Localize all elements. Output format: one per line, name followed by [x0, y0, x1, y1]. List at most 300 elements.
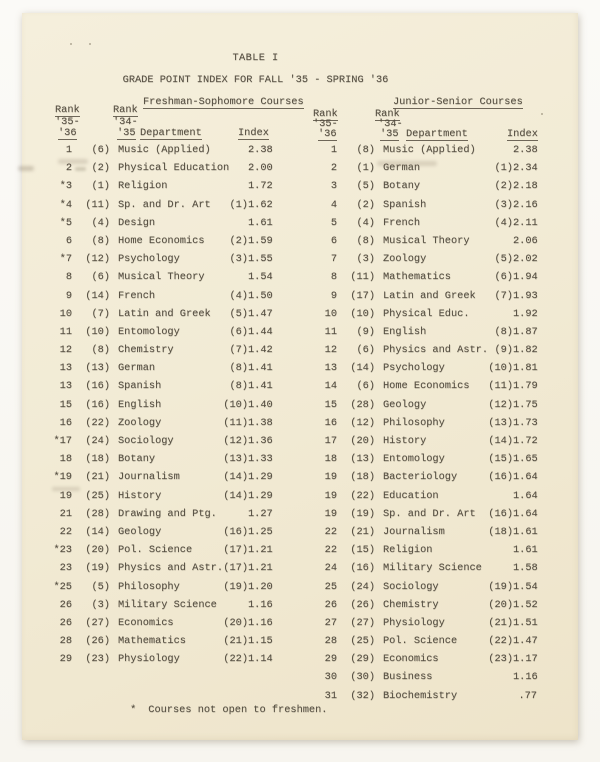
cell-dept-rank: (3): [229, 253, 248, 266]
cell-prev-rank: (27): [85, 616, 110, 629]
cell-rank: 7: [330, 253, 337, 266]
cell-index: 1.64: [513, 507, 538, 520]
rank-3435-header-year2: '35: [117, 127, 136, 139]
cell-prev-rank: (8): [91, 344, 110, 357]
table-row: [36, 177, 274, 195]
cell-rank: 17: [324, 435, 337, 447]
cell-rank: 6: [65, 234, 72, 247]
cell-dept-rank: [487, 232, 513, 250]
table-row: [301, 578, 539, 596]
cell-department: Military Science: [118, 598, 217, 611]
scan-smudge: [52, 487, 80, 491]
cell-department: Physics and Astr.: [383, 344, 489, 357]
cell-rank: 26: [324, 598, 337, 611]
rank-3435-header-year: '34-: [113, 116, 138, 128]
cell-prev-rank: (8): [91, 234, 110, 247]
cell-rank: 22: [324, 544, 337, 557]
table-row: [36, 414, 274, 432]
cell-rank: 30: [324, 671, 337, 684]
cell-index: 1.20: [248, 580, 273, 593]
table-row: [36, 578, 274, 596]
table-row: [301, 214, 539, 232]
rank-3536-header-year: '35-: [313, 118, 338, 130]
cell-prev-rank: (14): [85, 525, 110, 538]
cell-dept-rank: (23): [488, 653, 513, 666]
table-row: [301, 487, 539, 505]
cell-prev-rank: (3): [91, 598, 110, 611]
table-row: [36, 323, 274, 341]
table-row: [301, 505, 539, 523]
cell-prev-rank: (26): [85, 635, 110, 648]
cell-dept-rank: (7): [494, 289, 513, 302]
cell-index: 2.38: [513, 144, 538, 156]
cell-index: 1.51: [513, 616, 538, 629]
cell-department: Home Economics: [118, 234, 205, 247]
cell-dept-rank: (2): [494, 180, 513, 193]
cell-index: 1.25: [248, 525, 273, 538]
cell-rank: *23: [53, 544, 72, 557]
cell-rank: 28: [324, 635, 337, 648]
table-row: [301, 341, 539, 359]
cell-department: Sociology: [118, 435, 174, 447]
cell-prev-rank: (21): [350, 525, 375, 538]
table-row: [36, 541, 274, 559]
cell-index: 1.52: [513, 598, 538, 611]
scan-smudge: [58, 159, 88, 164]
cell-dept-rank: (16): [488, 507, 513, 520]
cell-prev-rank: (19): [85, 562, 110, 575]
cell-dept-rank: [222, 505, 248, 523]
cell-rank: 1: [65, 144, 72, 156]
cell-rank: 28: [59, 635, 72, 648]
cell-rank: 26: [59, 598, 72, 611]
cell-rank: 16: [59, 416, 72, 429]
cell-dept-rank: (15): [488, 453, 513, 466]
cell-prev-rank: (15): [350, 544, 375, 557]
table-row: [36, 432, 274, 450]
cell-department: Physics and Astr.: [118, 562, 224, 575]
cell-dept-rank: [487, 668, 513, 686]
cell-rank: 2: [36, 159, 72, 177]
cell-department: Economics: [118, 616, 174, 629]
cell-index: 1.16: [513, 671, 538, 684]
cell-prev-rank: (10): [85, 325, 110, 338]
cell-rank: 3: [330, 180, 337, 193]
cell-dept-rank: (8): [229, 362, 248, 375]
cell-rank: 2: [330, 162, 337, 175]
table-row: [36, 287, 274, 305]
cell-prev-rank: (16): [350, 562, 375, 575]
rank-3536-header: Rank: [55, 104, 80, 116]
cell-department: Musical Theory: [383, 234, 470, 247]
cell-department: English: [118, 398, 162, 411]
cell-department: Botany: [383, 180, 421, 193]
cell-prev-rank: (20): [85, 544, 110, 557]
cell-rank: 31: [324, 689, 337, 702]
cell-prev-rank: (24): [350, 580, 375, 593]
cell-index: 2.00: [248, 162, 273, 175]
cell-rank: 15: [324, 398, 337, 411]
table-row: [301, 687, 539, 705]
rank-3435-header: Rank: [375, 108, 400, 120]
cell-rank: 10: [59, 307, 72, 320]
cell-prev-rank: (10): [350, 307, 375, 320]
table-row: [36, 214, 274, 232]
cell-index: 1.54: [248, 271, 273, 284]
cell-dept-rank: [222, 159, 248, 177]
table-row: [36, 596, 274, 614]
cell-rank: 14: [324, 380, 337, 393]
table-row: [36, 250, 274, 268]
cell-prev-rank: (4): [356, 216, 375, 229]
cell-dept-rank: (21): [488, 616, 513, 629]
cell-index: .77: [518, 689, 537, 702]
cell-dept-rank: [222, 177, 248, 195]
cell-rank: 13: [59, 380, 72, 393]
cell-department: Religion: [118, 180, 168, 193]
cell-prev-rank: (6): [356, 344, 375, 357]
cell-department: Latin and Greek: [383, 289, 476, 302]
cell-department: Zoology: [118, 416, 162, 429]
table-row: [301, 650, 539, 668]
cell-department: Physical Education: [118, 162, 230, 175]
cell-index: 1.59: [248, 234, 273, 247]
scan-smudge: [377, 161, 437, 166]
table-row: [36, 341, 274, 359]
footnote: [93, 683, 328, 717]
cell-rank: 26: [59, 616, 72, 629]
footnote-marker: *: [130, 704, 137, 717]
table-row: [36, 468, 274, 486]
cell-department: French: [383, 216, 421, 229]
cell-prev-rank: (7): [91, 307, 110, 320]
cell-department: Sp. and Dr. Art: [118, 198, 211, 211]
cell-index: 2.38: [248, 144, 273, 156]
cell-department: Botany: [118, 453, 156, 466]
cell-index: 1.47: [513, 635, 538, 648]
cell-department: Education: [383, 489, 439, 502]
cell-department: French: [118, 289, 156, 302]
department-header: Department: [140, 127, 202, 139]
cell-department: Chemistry: [118, 344, 174, 357]
table-row: [301, 396, 539, 414]
cell-prev-rank: (5): [356, 180, 375, 193]
cell-prev-rank: (2): [356, 198, 375, 211]
cell-dept-rank: (20): [223, 616, 248, 629]
cell-dept-rank: (16): [488, 471, 513, 484]
cell-department: German: [118, 362, 156, 375]
cell-dept-rank: [487, 487, 513, 505]
rank-3435-header-year: '34-: [378, 118, 403, 130]
cell-rank: 21: [59, 507, 72, 520]
table-freshman-sophomore: [36, 96, 304, 717]
cell-dept-rank: (9): [494, 344, 513, 357]
cell-rank: 16: [324, 416, 337, 429]
cell-prev-rank: (11): [350, 271, 375, 284]
table-row: [301, 559, 539, 577]
cell-rank: 18: [324, 453, 337, 466]
cell-index: 2.34: [513, 162, 538, 175]
cell-index: 1.14: [248, 653, 273, 666]
cell-department: Music (Applied): [118, 144, 211, 156]
cell-index: 1.42: [248, 344, 273, 357]
cell-department: Spanish: [118, 380, 162, 393]
cell-prev-rank: (6): [91, 271, 110, 284]
index-header: Index: [507, 128, 538, 140]
cell-rank: 22: [59, 525, 72, 538]
cell-dept-rank: (14): [223, 489, 248, 502]
cell-department: Pol. Science: [118, 544, 193, 557]
cell-prev-rank: (29): [350, 653, 375, 666]
cell-dept-rank: (12): [223, 435, 248, 447]
cell-department: Physical Educ.: [383, 307, 470, 320]
rank-3536-header-year2: '36: [58, 127, 77, 139]
cell-rank: 9: [330, 289, 337, 302]
cell-department: Bacteriology: [383, 471, 458, 484]
cell-dept-rank: (11): [223, 416, 248, 429]
scan-speck: [89, 43, 91, 45]
cell-index: 1.29: [248, 471, 273, 484]
cell-prev-rank: (6): [91, 144, 110, 156]
table-row: [301, 614, 539, 632]
cell-rank: 27: [324, 616, 337, 629]
cell-index: 1.62: [248, 198, 273, 211]
cell-index: 1.64: [513, 489, 538, 502]
table-row: [301, 250, 539, 268]
cell-index: 2.16: [513, 198, 538, 211]
cell-prev-rank: (16): [85, 380, 110, 393]
rank-3435-header-year2: '35: [380, 128, 399, 140]
cell-index: 1.40: [248, 398, 273, 411]
cell-dept-rank: (1): [494, 162, 513, 175]
cell-rank: *4: [59, 198, 72, 211]
table-row: [36, 396, 274, 414]
table-row: [36, 450, 274, 468]
cell-rank: 4: [330, 198, 337, 211]
cell-department: Drawing and Ptg.: [118, 507, 217, 520]
cell-department: Entomology: [383, 453, 445, 466]
cell-dept-rank: (14): [223, 471, 248, 484]
cell-dept-rank: (6): [229, 325, 248, 338]
cell-prev-rank: (23): [85, 653, 110, 666]
cell-dept-rank: (21): [223, 635, 248, 648]
cell-rank: 19: [324, 471, 337, 484]
cell-dept-rank: [222, 268, 248, 286]
cell-prev-rank: (4): [91, 216, 110, 229]
cell-index: 1.15: [248, 635, 273, 648]
cell-department: Psychology: [383, 362, 445, 375]
cell-rank: 22: [324, 525, 337, 538]
cell-dept-rank: (17): [223, 544, 248, 557]
cell-index: 1.41: [248, 362, 273, 375]
table-row: [301, 596, 539, 614]
cell-dept-rank: (4): [229, 289, 248, 302]
cell-prev-rank: (27): [350, 616, 375, 629]
cell-index: 1.41: [248, 380, 273, 393]
cell-prev-rank: (6): [356, 380, 375, 393]
paper: [22, 13, 578, 740]
cell-index: 1.38: [248, 416, 273, 429]
cell-prev-rank: (12): [350, 416, 375, 429]
cell-rank: 8: [65, 271, 72, 284]
cell-index: 1.33: [248, 453, 273, 466]
cell-department: Physiology: [118, 653, 180, 666]
cell-prev-rank: (3): [356, 253, 375, 266]
table-row: [36, 305, 274, 323]
table-row: [36, 232, 274, 250]
cell-dept-rank: (5): [229, 307, 248, 320]
cell-dept-rank: [487, 559, 513, 577]
table-row: [36, 632, 274, 650]
cell-index: 1.36: [248, 435, 273, 447]
cell-index: 1.61: [513, 544, 538, 557]
cell-rank: 12: [324, 344, 337, 357]
cell-index: 1.72: [513, 435, 538, 447]
cell-rank: 12: [59, 344, 72, 357]
cell-dept-rank: [222, 141, 248, 159]
cell-rank: *3: [59, 180, 72, 193]
cell-rank: 29: [324, 653, 337, 666]
cell-dept-rank: (17): [223, 562, 248, 575]
cell-dept-rank: [487, 141, 513, 159]
cell-index: 1.58: [513, 562, 538, 575]
cell-dept-rank: (2): [229, 234, 248, 247]
cell-rank: 11: [324, 325, 337, 338]
cell-dept-rank: (6): [494, 271, 513, 284]
cell-department: German: [383, 162, 421, 175]
table-heading: Junior-Senior Courses: [393, 96, 523, 108]
cell-prev-rank: (16): [85, 398, 110, 411]
cell-prev-rank: (14): [350, 362, 375, 375]
cell-index: 1.17: [513, 653, 538, 666]
cell-department: Musical Theory: [118, 271, 205, 284]
cell-department: Military Science: [383, 562, 482, 575]
table-row: [301, 668, 539, 686]
table-row: [301, 523, 539, 541]
cell-prev-rank: (18): [85, 453, 110, 466]
cell-prev-rank: (1): [91, 180, 110, 193]
cell-rank: 11: [59, 325, 72, 338]
cell-dept-rank: (13): [488, 416, 513, 429]
cell-department: Geology: [118, 525, 162, 538]
cell-prev-rank: (9): [356, 325, 375, 338]
cell-department: Economics: [383, 653, 439, 666]
table-row: [36, 196, 274, 214]
scan-speck: [70, 43, 72, 45]
cell-rank: 5: [330, 216, 337, 229]
cell-prev-rank: (32): [350, 689, 375, 702]
cell-index: 1.16: [248, 598, 273, 611]
cell-index: 1.81: [513, 362, 538, 375]
cell-prev-rank: (18): [350, 471, 375, 484]
cell-prev-rank: (26): [350, 598, 375, 611]
scan-speck: [541, 113, 543, 115]
cell-prev-rank: (20): [350, 435, 375, 447]
cell-department: Latin and Greek: [118, 307, 211, 320]
cell-dept-rank: (16): [223, 525, 248, 538]
cell-index: 1.72: [248, 180, 273, 193]
cell-prev-rank: (17): [350, 289, 375, 302]
cell-rank: 8: [330, 271, 337, 284]
table-row: [301, 141, 539, 159]
cell-rank: 19: [59, 489, 72, 502]
cell-dept-rank: (8): [494, 325, 513, 338]
cell-dept-rank: (5): [494, 253, 513, 266]
cell-rank: 13: [59, 362, 72, 375]
table-row: [301, 468, 539, 486]
cell-rank: 15: [59, 398, 72, 411]
table-junior-senior: [301, 97, 539, 717]
cell-prev-rank: (24): [85, 435, 110, 447]
cell-department: English: [383, 325, 427, 338]
cell-department: Journalism: [383, 525, 445, 538]
cell-index: 1.79: [513, 380, 538, 393]
cell-index: 1.87: [513, 325, 538, 338]
cell-dept-rank: [222, 596, 248, 614]
cell-rank: 13: [324, 362, 337, 375]
cell-dept-rank: (19): [488, 580, 513, 593]
cell-department: Chemistry: [383, 598, 439, 611]
cell-department: Physiology: [383, 616, 445, 629]
rank-3435-header: Rank: [113, 104, 138, 116]
cell-index: 1.44: [248, 325, 273, 338]
cell-rank: 6: [330, 234, 337, 247]
cell-dept-rank: [487, 305, 513, 323]
scan-speck: [400, 658, 402, 660]
cell-department: Philosophy: [118, 580, 180, 593]
rank-3536-header-year: '35-: [55, 116, 80, 128]
cell-dept-rank: (22): [223, 653, 248, 666]
cell-department: Psychology: [118, 253, 180, 266]
table-row: [301, 196, 539, 214]
cell-dept-rank: (3): [494, 198, 513, 211]
table-row: [301, 323, 539, 341]
cell-dept-rank: (22): [488, 635, 513, 648]
cell-index: 1.21: [248, 562, 273, 575]
table-rows: [301, 141, 539, 705]
table-row: [36, 377, 274, 395]
cell-department: Music (Applied): [383, 144, 476, 156]
cell-prev-rank: (28): [350, 398, 375, 411]
cell-index: 1.65: [513, 453, 538, 466]
cell-rank: 18: [59, 453, 72, 466]
cell-department: Spanish: [383, 198, 427, 211]
table-label: TABLE I: [232, 52, 279, 64]
cell-dept-rank: (7): [229, 344, 248, 357]
cell-dept-rank: (19): [223, 580, 248, 593]
cell-department: Home Economics: [383, 380, 470, 393]
cell-dept-rank: (18): [488, 525, 513, 538]
cell-index: 1.92: [513, 307, 538, 320]
cell-dept-rank: (10): [488, 362, 513, 375]
cell-index: 1.61: [248, 216, 273, 229]
table-row: [301, 414, 539, 432]
table-row: [301, 359, 539, 377]
table-row: [36, 523, 274, 541]
cell-rank: *5: [59, 216, 72, 229]
cell-department: Sp. and Dr. Art: [383, 507, 476, 520]
table-row: [301, 268, 539, 286]
cell-prev-rank: (13): [85, 362, 110, 375]
cell-department: Mathematics: [118, 635, 186, 648]
table-row: [36, 650, 274, 668]
cell-dept-rank: (10): [223, 398, 248, 411]
cell-rank: 19: [324, 489, 337, 502]
table-row: [36, 359, 274, 377]
cell-dept-rank: (4): [494, 216, 513, 229]
cell-index: 1.29: [248, 489, 273, 502]
cell-rank: 9: [65, 289, 72, 302]
